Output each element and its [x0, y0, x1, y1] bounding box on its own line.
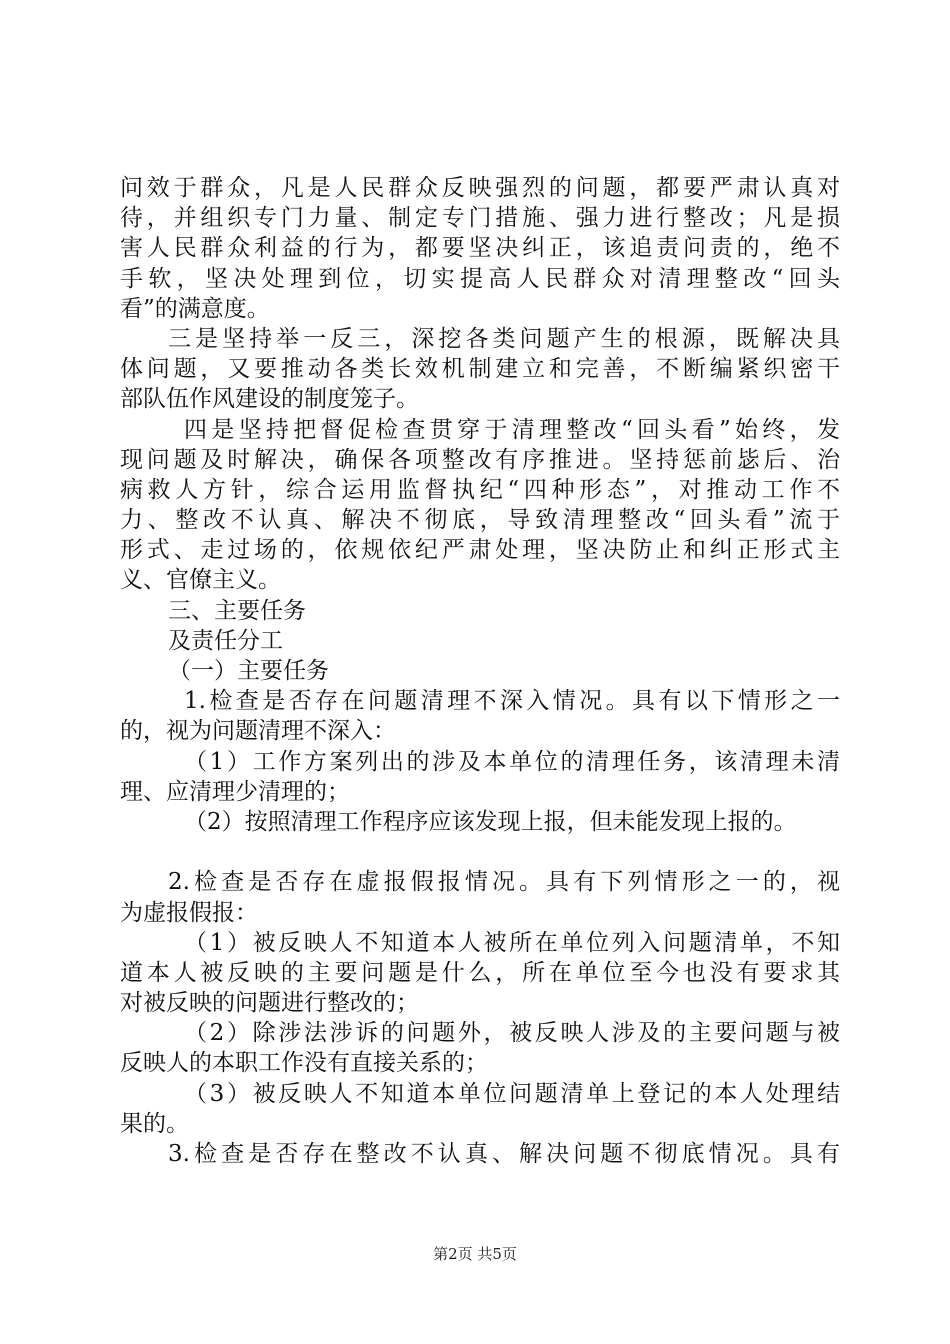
subsection-heading: （一）主要任务 — [168, 658, 329, 684]
paragraph-line: 待，并组织专门力量、制定专门措施、强力进行整改；凡是损 — [120, 205, 840, 232]
blank-line — [120, 837, 840, 867]
paragraph-line: 害人民群众利益的行为，都要坚决纠正，该追责问责的，绝不 — [120, 235, 840, 262]
paragraph-line: 理、应清理少清理的； — [120, 778, 350, 805]
paragraph-line: （3）被反映人不知道本单位问题清单上登记的本人处理结 — [184, 1080, 840, 1107]
paragraph-line: 道本人被反映的主要问题是什么，所在单位至今也没有要求其 — [120, 959, 840, 986]
paragraph-line: 义、官僚主义。 — [120, 567, 281, 594]
paragraph-line: （2）除涉法涉诉的问题外，被反映人涉及的主要问题与被 — [184, 1020, 840, 1047]
paragraph-line: 部队伍作风建设的制度笼子。 — [120, 386, 419, 413]
paragraph-line: （2）按照清理工作程序应该发现上报，但未能发现上报的。 — [184, 808, 797, 835]
document-body — [120, 173, 840, 1169]
paragraph-line: 为虚报假报： — [120, 899, 258, 926]
paragraph-line: 病救人方针，综合运用监督执纪“四种形态”，对推动工作不 — [120, 476, 840, 503]
paragraph-line: （1）被反映人不知道本人被所在单位列入问题清单，不知 — [184, 929, 840, 956]
paragraph-line: 1.检查是否存在问题清理不深入情况。具有以下情形之一 — [184, 688, 840, 715]
section-heading: 及责任分工 — [168, 627, 283, 654]
paragraph-line: （1）工作方案列出的涉及本单位的清理任务，该清理未清 — [184, 748, 840, 775]
paragraph-line: 果的。 — [120, 1110, 189, 1137]
paragraph-line: 2.检查是否存在虚报假报情况。具有下列情形之一的，视 — [168, 869, 840, 896]
paragraph-line: 的，视为问题清理不深入： — [120, 718, 396, 745]
paragraph-line: 3.检查是否存在整改不认真、解决问题不彻底情况。具有 — [168, 1141, 840, 1167]
section-heading: 三、主要任务 — [168, 597, 306, 624]
paragraph-line: 体问题，又要推动各类长效机制建立和完善，不断编紧织密干 — [120, 356, 840, 383]
paragraph-line: 问效于群众，凡是人民群众反映强烈的问题，都要严肃认真对 — [120, 175, 840, 201]
page-number-footer: 第2页 共5页 — [433, 1245, 517, 1263]
paragraph-line: 力、整改不认真、解决不彻底，导致清理整改“回头看”流于 — [120, 507, 840, 534]
paragraph-line: 看”的满意度。 — [120, 295, 270, 322]
paragraph-line: 反映人的本职工作没有直接关系的； — [120, 1050, 488, 1077]
paragraph-line: 四是坚持把督促检查贯穿于清理整改“回头看”始终，发 — [184, 416, 840, 443]
paragraph-line: 对被反映的问题进行整改的； — [120, 990, 419, 1017]
paragraph-line: 形式、走过场的，依规依纪严肃处理，坚决防止和纠正形式主 — [120, 537, 840, 564]
paragraph-line: 三是坚持举一反三，深挖各类问题产生的根源，既解决具 — [168, 325, 840, 352]
paragraph-line: 现问题及时解决，确保各项整改有序推进。坚持惩前毖后、治 — [120, 446, 840, 473]
paragraph-line: 手软，坚决处理到位，切实提高人民群众对清理整改“回头 — [120, 265, 840, 292]
